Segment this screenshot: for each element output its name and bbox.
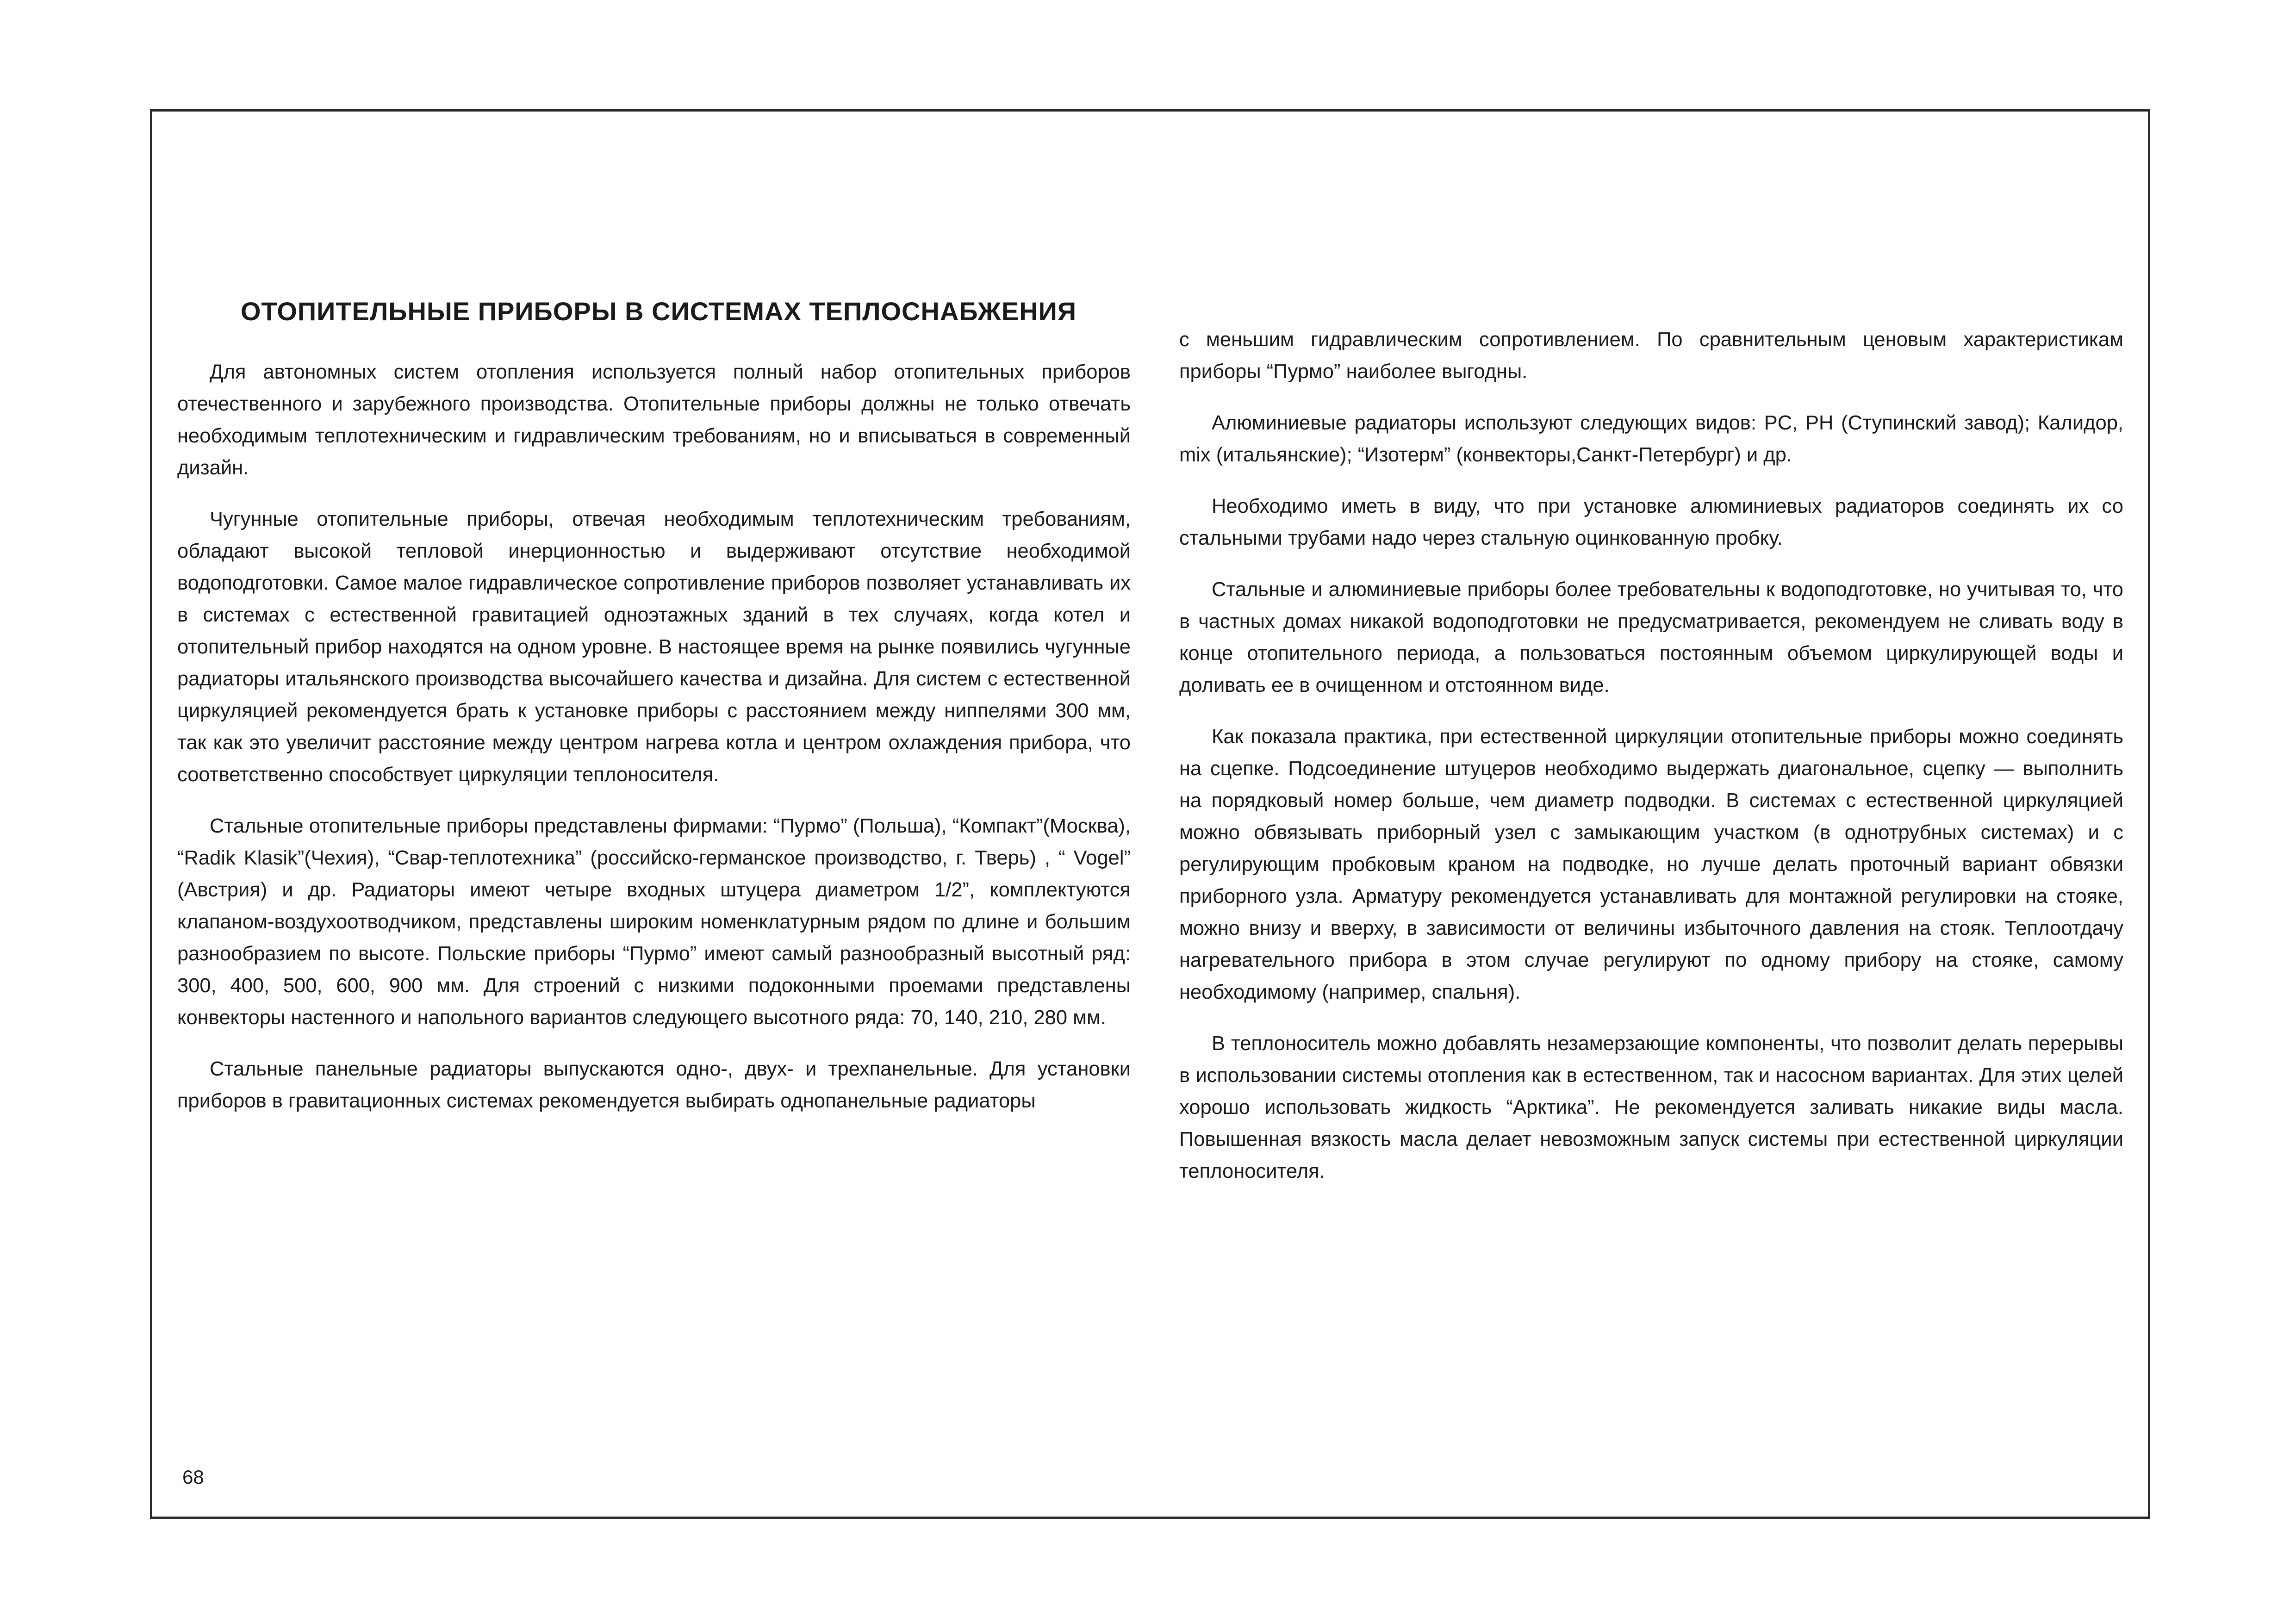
paragraph: Стальные панельные радиаторы выпускаются одно-, двух- и трехпанельные. Для установки приборов в гравитационных системах рекомендуется выбирать однопанельные радиаторы bbox=[177, 1058, 1131, 1112]
paragraph: Для автономных систем отопления используется полный набор отопительных приборов отечественного и зарубежного производства. Отопительные приборы должны не только отвечать необходимым теплотехническим и гидравлическим требованиям, но и вписываться в современный дизайн. bbox=[177, 361, 1131, 479]
page-title: ОТОПИТЕЛЬНЫЕ ПРИБОРЫ В СИСТЕМАХ ТЕПЛОСНАБЖЕНИЯ bbox=[241, 297, 1077, 326]
paragraph: Стальные отопительные приборы представлены фирмами: “Пурмо” (Польша), “Компакт”(Москва), “Radik Klasik”(Чехия), “Свар-теплотехника” (российско-германское производство, г. Тверь) , “ Vogel” (Австрия) и др. Радиаторы имеют четыре входных штуцера диаметром 1/2”, комплектуются клапаном-воздухоотводчиком, представлены широким номенклатурным рядом по длине и большим разнообразием по высоте. Польские приборы “Пурмо” имеют самый разнообразный высотный ряд: 300, 400, 500, 600, 900 мм. Для строений с низкими подоконными проемами представлены конвекторы настенного и напольного вариантов следующего высотного ряда: 70, 140, 210, 280 мм. bbox=[177, 815, 1131, 1029]
paragraph: Как показала практика, при естественной циркуляции отопительные приборы можно соединять на сцепке. Подсоединение штуцеров необходимо выдержать диагональное, сцепку — выполнить на порядковый номер больше, чем диаметр подводки. В системах с естественной циркуляцией можно обвязывать приборный узел с замыкающим участком (в однотрубных системах) и с регулирующим пробковым краном на подводке, но лучше делать проточный вариант обвязки приборного узла. Арматуру рекомендуется устанавливать для монтажной регулировки на стояке, можно внизу и вверху, в зависимости от величины избыточного давления на стояк. Теплоотдачу нагревательного прибора в этом случае регулируют по одному прибору на стояке, самому необходимому (например, спальня). bbox=[1179, 726, 2123, 1003]
paragraph: Алюминиевые радиаторы используют следующих видов: PC, PH (Ступинский завод); Калидор, mix (итальянские); “Изотерм” (конвекторы,Санкт-Петербург) и др. bbox=[1179, 412, 2123, 466]
left-column bbox=[177, 356, 1131, 1137]
paragraph: Стальные и алюминиевые приборы более требовательны к водоподготовке, но учитывая то, что в частных домах никакой водоподготовки не предусматривается, рекомендуем не сливать воду в конце отопительного периода, а пользоваться постоянным объемом циркулирующей воды и доливать ее в очищенном и отстоянном виде. bbox=[1179, 578, 2123, 696]
paragraph: Чугунные отопительные приборы, отвечая необходимым теплотехническим требованиям, обладают высокой тепловой инерционностью и выдерживают отсутствие необходимой водоподготовки. Самое малое гидравлическое сопротивление приборов позволяет устанавливать их в системах с естественной гравитацией одноэтажных зданий в тех случаях, когда котел и отопительный прибор находятся на одном уровне. В настоящее время на рынке появились чугунные радиаторы итальянского производства высочайшего качества и дизайна. Для систем с естественной циркуляцией рекомендуется брать к установке приборы с расстоянием между ниппелями 300 мм, так как это увеличит расстояние между центром нагрева котла и центром охлаждения прибора, что соответственно способствует циркуляции теплоносителя. bbox=[177, 508, 1131, 786]
page-number: 68 bbox=[182, 1466, 204, 1488]
paragraph: В теплоноситель можно добавлять незамерзающие компоненты, что позволит делать перерывы в использовании системы отопления как в естественном, так и насосном вариантах. Для этих целей хорошо использовать жидкость “Арктика”. Не рекомендуется заливать никакие виды масла. Повышенная вязкость масла делает невозможным запуск системы при естественной циркуляции теплоносителя. bbox=[1179, 1032, 2123, 1182]
right-column bbox=[1179, 324, 2123, 1207]
paragraph-continuation: с меньшим гидравлическим сопротивлением. По сравнительным ценовым характеристикам приборы “Пурмо” наиболее выгодны. bbox=[1179, 329, 2123, 383]
paragraph: Необходимо иметь в виду, что при установке алюминиевых радиаторов соединять их со стальными трубами надо через стальную оцинкованную пробку. bbox=[1179, 495, 2123, 549]
